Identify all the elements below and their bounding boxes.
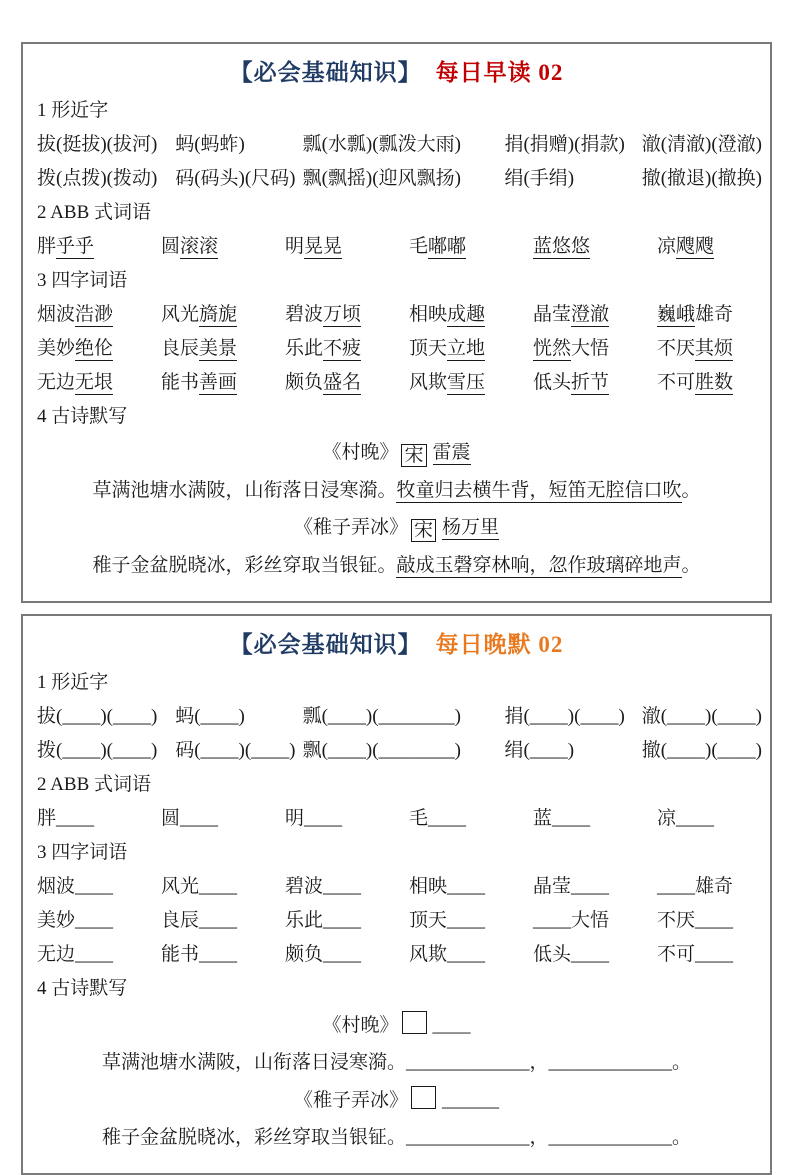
word-cell: 风光旖旎 (161, 304, 238, 325)
fill-blank-cell: 低头____ (533, 944, 610, 965)
fill-blank-cell: 不可____ (657, 944, 734, 965)
fill-blank-cell: 良辰____ (161, 910, 238, 931)
word-cell: 相映成趣 (409, 304, 486, 325)
xjz-blank-row-1 (31, 704, 762, 730)
word-cell: 风欺雪压 (409, 372, 486, 393)
xjz-row-1 (31, 132, 762, 158)
word-cell: 凉飕飕 (657, 236, 715, 257)
word-cell: 圆滚滚 (161, 236, 219, 257)
section-label-xjz: 1 形近字 (37, 100, 109, 121)
section-label-xjz: 1 形近字 (37, 672, 109, 693)
morning-subtitle: 每日早读 02 (435, 60, 564, 85)
section-label-four-char: 3 四字词语 (37, 270, 128, 291)
fill-blank-cell: 圆____ (161, 808, 219, 829)
fill-blank-cell: 凉____ (657, 808, 715, 829)
word-cell: 烟波浩渺 (37, 304, 114, 325)
word-cell: 恍然大悟 (533, 338, 610, 359)
abb-blank-row (31, 806, 762, 832)
brand-title: 【必会基础知识】 (229, 60, 422, 85)
section-label-poems: 4 古诗默写 (37, 406, 128, 427)
abb-row (31, 234, 762, 260)
verse-blank: _____________ (405, 1127, 530, 1148)
evening-dictation-section (21, 614, 772, 1175)
fill-blank-cell: 绢(____) (504, 740, 575, 761)
four-char-blank-row-3 (31, 942, 762, 968)
fill-blank-cell: 能书____ (161, 944, 238, 965)
word-cell: 瓢(水瓢)(瓢泼大雨) (302, 134, 461, 155)
fill-blank-cell: 风欺____ (409, 944, 486, 965)
four-char-row-2 (31, 336, 762, 362)
poem-author: 雷震 (432, 442, 471, 463)
poem-title-cunwan (31, 439, 762, 467)
author-blank: ____ (432, 1015, 471, 1036)
word-cell: 能书善画 (161, 372, 238, 393)
section-label-abb: 2 ABB 式词语 (37, 202, 152, 223)
word-cell: 码(码头)(尺码) (175, 168, 296, 189)
word-cell: 拔(挺拔)(拔河) (37, 134, 158, 155)
verse-blank: _____________ (548, 1127, 672, 1148)
word-cell: 良辰美景 (161, 338, 238, 359)
word-cell: 飘(飘摇)(迎风飘扬) (302, 168, 461, 189)
xjz-blank-row-2 (31, 738, 762, 764)
fill-blank-cell: 拨(____)(____) (37, 740, 158, 761)
fill-blank-cell: 毛____ (409, 808, 467, 829)
fill-blank-cell: 颇负____ (285, 944, 362, 965)
word-cell: 毛嘟嘟 (409, 236, 467, 257)
poem-book-name: 《稚子弄冰》 (293, 517, 408, 538)
word-cell: 撤(撤退)(撤换) (641, 168, 762, 189)
section-label-poems: 4 古诗默写 (37, 978, 128, 999)
fill-blank-cell: 无边____ (37, 944, 114, 965)
section-label-four-char: 3 四字词语 (37, 842, 128, 863)
poem-line-cunwan-blank: 草满池塘水满陂，山衔落日浸寒漪。_____________，_____________。 (101, 1052, 692, 1073)
four-char-row-3 (31, 370, 762, 396)
verse-blank: _____________ (405, 1052, 530, 1073)
poem-book-name: 《村晚》 (322, 1015, 399, 1036)
poem-line-cunwan: 草满池塘水满陂，山衔落日浸寒漪。牧童归去横牛背，短笛无腔信口吹。 (92, 480, 701, 501)
word-cell: 蚂(蚂蚱) (175, 134, 245, 155)
word-cell: 晶莹澄澈 (533, 304, 610, 325)
word-cell: 顶天立地 (409, 338, 486, 359)
poem-line-zhizi-blank: 稚子金盆脱晓冰，彩丝穿取当银钲。_____________，_____________。 (101, 1127, 692, 1148)
fill-blank-cell: 晶莹____ (533, 876, 610, 897)
evening-header (31, 630, 762, 660)
word-cell: 拨(点拨)(拨动) (37, 168, 158, 189)
poem-title-zhizi (31, 514, 762, 542)
four-char-row-1 (31, 302, 762, 328)
word-cell: 巍峨雄奇 (657, 304, 734, 325)
word-cell: 澈(清澈)(澄澈) (641, 134, 762, 155)
fill-blank-cell: 蓝____ (533, 808, 591, 829)
poem-book-name: 《稚子弄冰》 (293, 1090, 408, 1111)
fill-blank-cell: 蚂(____) (175, 706, 245, 727)
morning-reading-section (21, 42, 772, 603)
dynasty-box-empty (411, 1086, 436, 1109)
author-blank: ______ (442, 1090, 499, 1111)
word-cell: 颇负盛名 (285, 372, 362, 393)
word-cell: 美妙绝伦 (37, 338, 114, 359)
fill-blank-cell: 瓢(____)(________) (302, 706, 461, 727)
poem-author: 杨万里 (442, 517, 500, 538)
word-cell: 捐(捐赠)(捐款) (504, 134, 625, 155)
fill-blank-cell: 飘(____)(________) (302, 740, 461, 761)
poem-title-zhizi-blank (31, 1086, 762, 1114)
morning-header (31, 58, 762, 88)
poem-title-cunwan-blank (31, 1011, 762, 1039)
four-char-blank-row-2 (31, 908, 762, 934)
word-cell: 低头折节 (533, 372, 610, 393)
fill-blank-cell: ____雄奇 (657, 876, 734, 897)
evening-subtitle: 每日晚默 02 (435, 632, 564, 657)
poem-line-zhizi: 稚子金盆脱晓冰，彩丝穿取当银钲。敲成玉磬穿林响，忽作玻璃碎地声。 (92, 555, 701, 576)
dynasty-box: 宋 (401, 444, 426, 467)
fill-blank-cell: 码(____)(____) (175, 740, 296, 761)
dynasty-box: 宋 (411, 519, 436, 542)
word-cell: 不厌其烦 (657, 338, 734, 359)
fill-blank-cell: 相映____ (409, 876, 486, 897)
fill-blank-cell: 乐此____ (285, 910, 362, 931)
fill-blank-cell: 碧波____ (285, 876, 362, 897)
word-cell: 无边无垠 (37, 372, 114, 393)
word-cell: 碧波万顷 (285, 304, 362, 325)
fill-blank-cell: 捐(____)(____) (504, 706, 625, 727)
poem-book-name: 《村晚》 (322, 442, 399, 463)
word-cell: 绢(手绢) (504, 168, 575, 189)
fill-blank-cell: 烟波____ (37, 876, 114, 897)
verse-blank: _____________ (548, 1052, 672, 1073)
section-label-abb: 2 ABB 式词语 (37, 774, 152, 795)
fill-blank-cell: 风光____ (161, 876, 238, 897)
xjz-row-2 (31, 166, 762, 192)
word-cell: 明晃晃 (285, 236, 343, 257)
word-cell: 蓝悠悠 (533, 236, 591, 257)
fill-blank-cell: 拔(____)(____) (37, 706, 158, 727)
word-cell: 胖乎乎 (37, 236, 95, 257)
fill-blank-cell: 不厌____ (657, 910, 734, 931)
fill-blank-cell: ____大悟 (533, 910, 610, 931)
fill-blank-cell: 顶天____ (409, 910, 486, 931)
fill-blank-cell: 明____ (285, 808, 343, 829)
dynasty-box-empty (402, 1011, 427, 1034)
word-cell: 乐此不疲 (285, 338, 362, 359)
fill-blank-cell: 美妙____ (37, 910, 114, 931)
fill-blank-cell: 胖____ (37, 808, 95, 829)
brand-title: 【必会基础知识】 (229, 632, 422, 657)
four-char-blank-row-1 (31, 874, 762, 900)
word-cell: 不可胜数 (657, 372, 734, 393)
fill-blank-cell: 撤(____)(____) (641, 740, 762, 761)
fill-blank-cell: 澈(____)(____) (641, 706, 762, 727)
